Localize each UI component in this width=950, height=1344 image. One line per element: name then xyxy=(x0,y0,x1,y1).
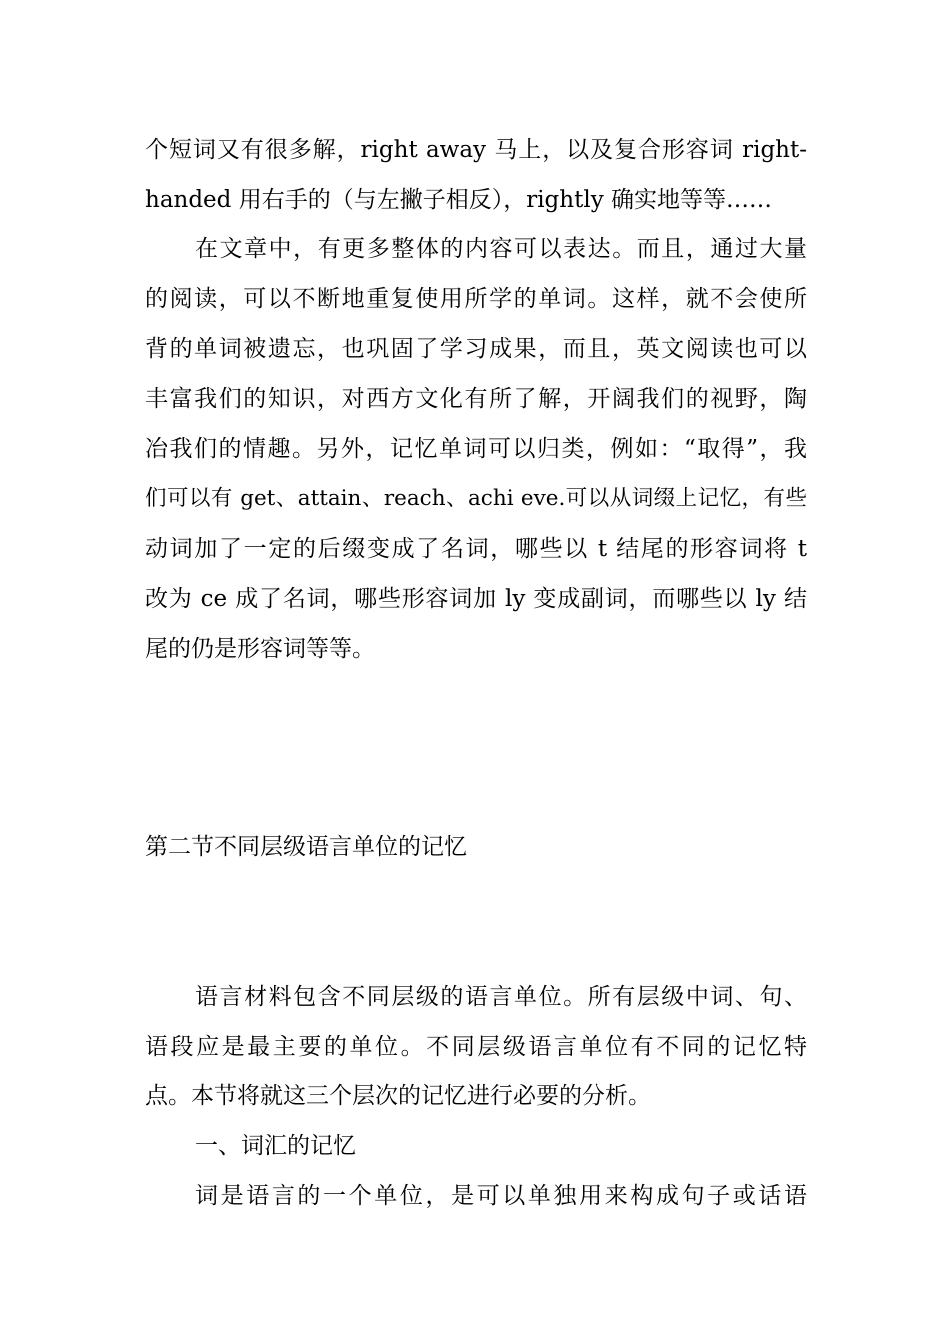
paragraph-3-line-2: 语段应是最主要的单位。不同层级语言单位有不同的记忆特 xyxy=(145,1034,807,1060)
paragraph-2-line-3: 背的单词被遗忘，也巩固了学习成果，而且，英文阅读也可以 xyxy=(145,336,807,362)
section-heading: 第二节不同层级语言单位的记忆 xyxy=(145,834,467,860)
paragraph-1-line-2: handed 用右手的（与左撇子相反），rightly 确实地等等…… xyxy=(145,187,772,213)
paragraph-2-line-7: 动词加了一定的后缀变成了名词，哪些以 t 结尾的形容词将 t xyxy=(145,536,807,562)
paragraph-2-line-4: 丰富我们的知识，对西方文化有所了解，开阔我们的视野，陶 xyxy=(145,386,807,412)
paragraph-3-line-1: 语言材料包含不同层级的语言单位。所有层级中词、句、 xyxy=(195,984,807,1010)
paragraph-1-line-1: 个短词又有很多解，right away 马上，以及复合形容词 right- xyxy=(145,137,807,163)
subheading-vocabulary-memory: 一、词汇的记忆 xyxy=(195,1133,356,1159)
paragraph-2-line-6: 们可以有 get、attain、reach、achi eve.可以从词缀上记忆，有些 xyxy=(145,486,807,511)
paragraph-2-line-5: 冶我们的情趣。另外，记忆单词可以归类，例如：“取得”，我 xyxy=(145,436,807,462)
paragraph-2-line-1: 在文章中，有更多整体的内容可以表达。而且，通过大量 xyxy=(195,236,807,262)
paragraph-3-line-3: 点。本节将就这三个层次的记忆进行必要的分析。 xyxy=(145,1083,651,1109)
paragraph-2-line-2: 的阅读，可以不断地重复使用所学的单词。这样，就不会使所 xyxy=(145,286,807,312)
paragraph-2-line-9: 尾的仍是形容词等等。 xyxy=(145,636,375,662)
paragraph-4-line-1: 词是语言的一个单位，是可以单独用来构成句子或话语 xyxy=(195,1183,807,1209)
paragraph-2-line-8: 改为 ce 成了名词，哪些形容词加 ly 变成副词，而哪些以 ly 结 xyxy=(145,586,807,612)
